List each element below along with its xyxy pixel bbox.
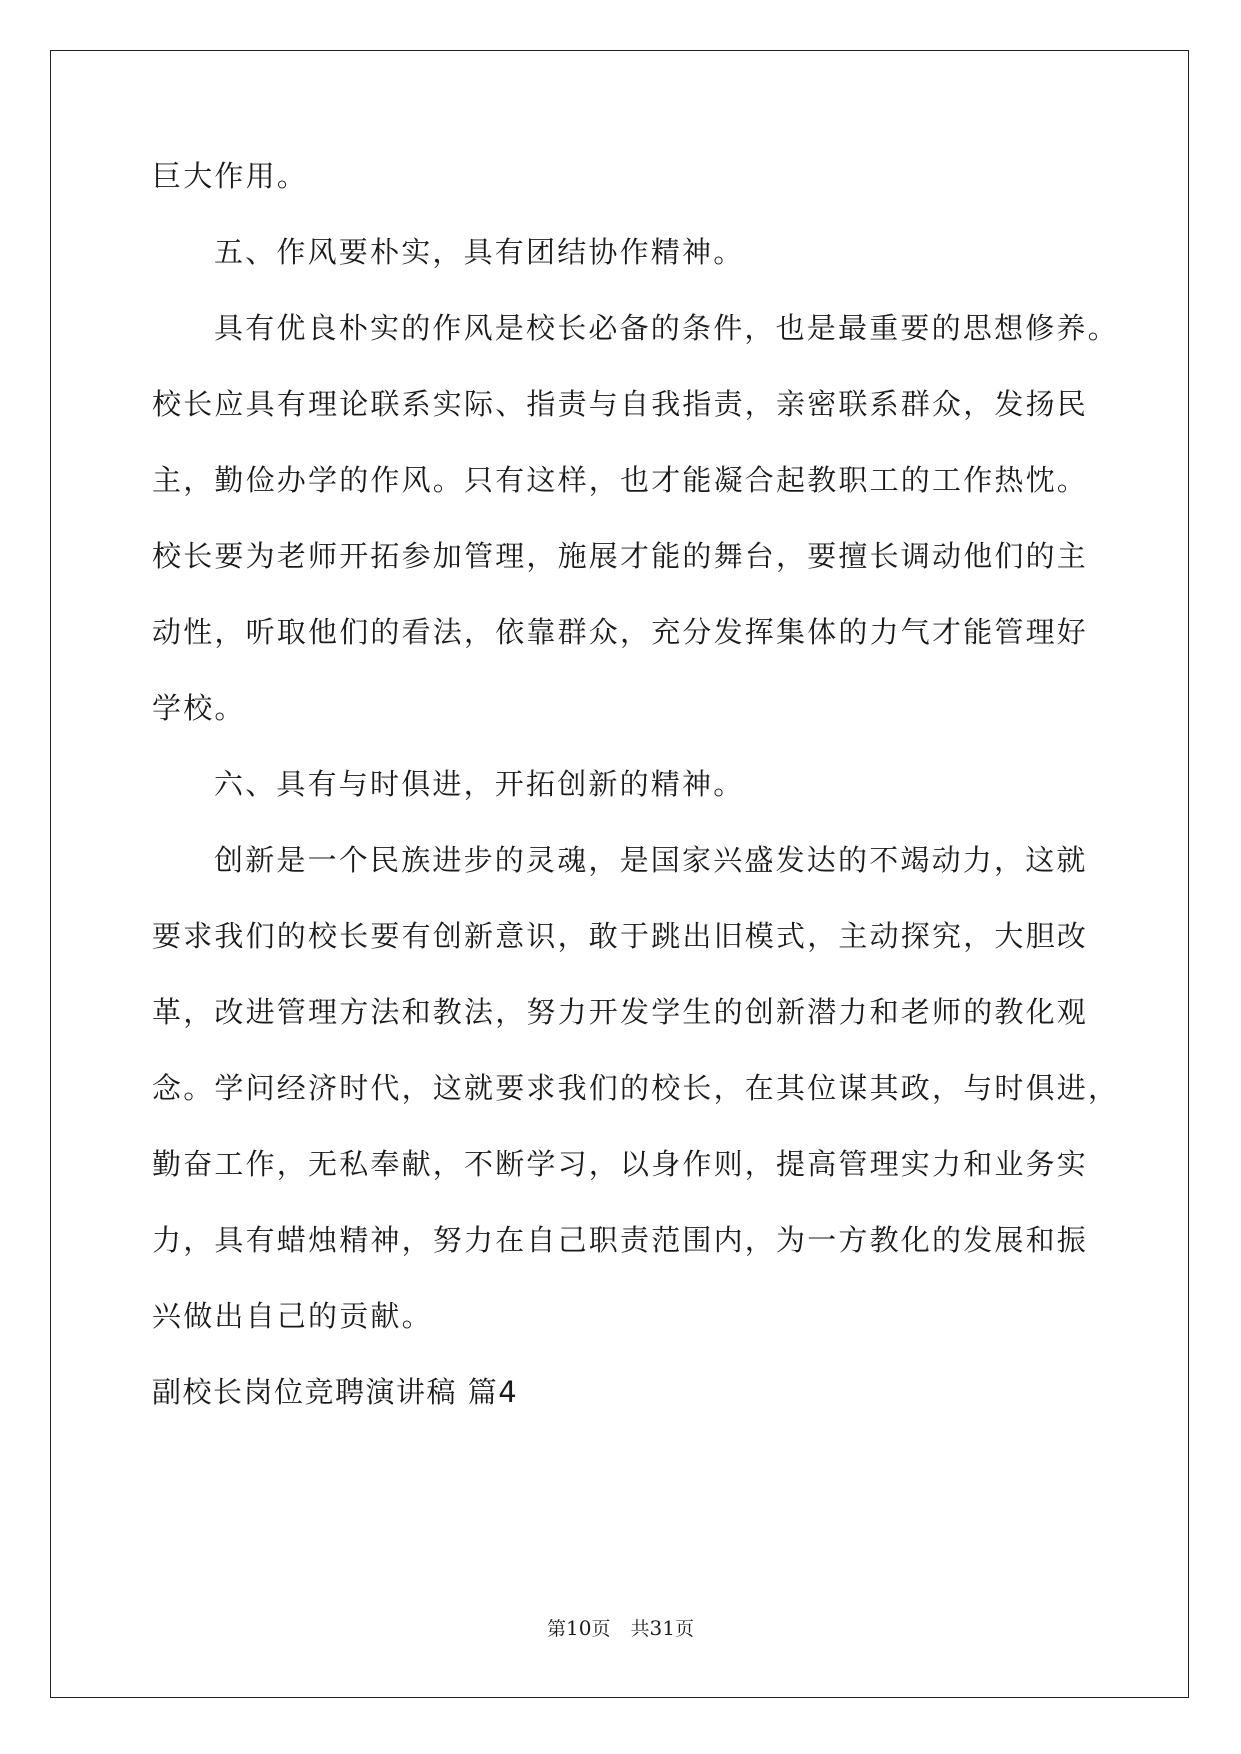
paragraph-line: 革，改进管理方法和教法，努力开发学生的创新潜力和老师的教化观	[152, 995, 1089, 1029]
paragraph-line: 校长要为老师开拓参加管理，施展才能的舞台，要擅长调动他们的主	[152, 539, 1089, 573]
total-suffix: 页	[674, 1618, 694, 1640]
total-prefix: 共	[630, 1618, 650, 1640]
paragraph-line: 具有优良朴实的作风是校长必备的条件，也是最重要的思想修养。	[214, 311, 1119, 345]
paragraph-line: 主，勤俭办学的作风。只有这样，也才能凝合起教职工的工作热忱。	[152, 463, 1089, 497]
paragraph-line: 勤奋工作，无私奉献，不断学习，以身作则，提高管理实力和业务实	[152, 1147, 1089, 1181]
paragraph-line: 力，具有蜡烛精神，努力在自己职责范围内，为一方教化的发展和振	[152, 1223, 1089, 1257]
total-pages: 31	[649, 1616, 675, 1640]
paragraph-line: 创新是一个民族进步的灵魂，是国家兴盛发达的不竭动力，这就	[214, 843, 1088, 877]
paragraph-line: 学校。	[152, 691, 246, 725]
article-title: 副校长岗位竞聘演讲稿 篇4	[152, 1375, 519, 1409]
paragraph-line: 校长应具有理论联系实际、指责与自我指责，亲密联系群众，发扬民	[152, 387, 1089, 421]
page-footer	[0, 1616, 1241, 1641]
paragraph-line: 念。学问经济时代，这就要求我们的校长，在其位谋其政，与时俱进，	[152, 1071, 1120, 1105]
text-line: 巨大作用。	[152, 159, 309, 193]
page-number: 10	[566, 1616, 592, 1640]
paragraph-line: 兴做出自己的贡献。	[152, 1299, 433, 1333]
page-suffix: 页	[591, 1618, 611, 1640]
section-heading: 六、具有与时俱进，开拓创新的精神。	[214, 767, 745, 801]
paragraph-line: 要求我们的校长要有创新意识，敢于跳出旧模式，主动探究，大胆改	[152, 919, 1089, 953]
section-heading: 五、作风要朴实，具有团结协作精神。	[214, 235, 745, 269]
page-prefix: 第	[547, 1618, 567, 1640]
paragraph-line: 动性，听取他们的看法，依靠群众，充分发挥集体的力气才能管理好	[152, 615, 1089, 649]
